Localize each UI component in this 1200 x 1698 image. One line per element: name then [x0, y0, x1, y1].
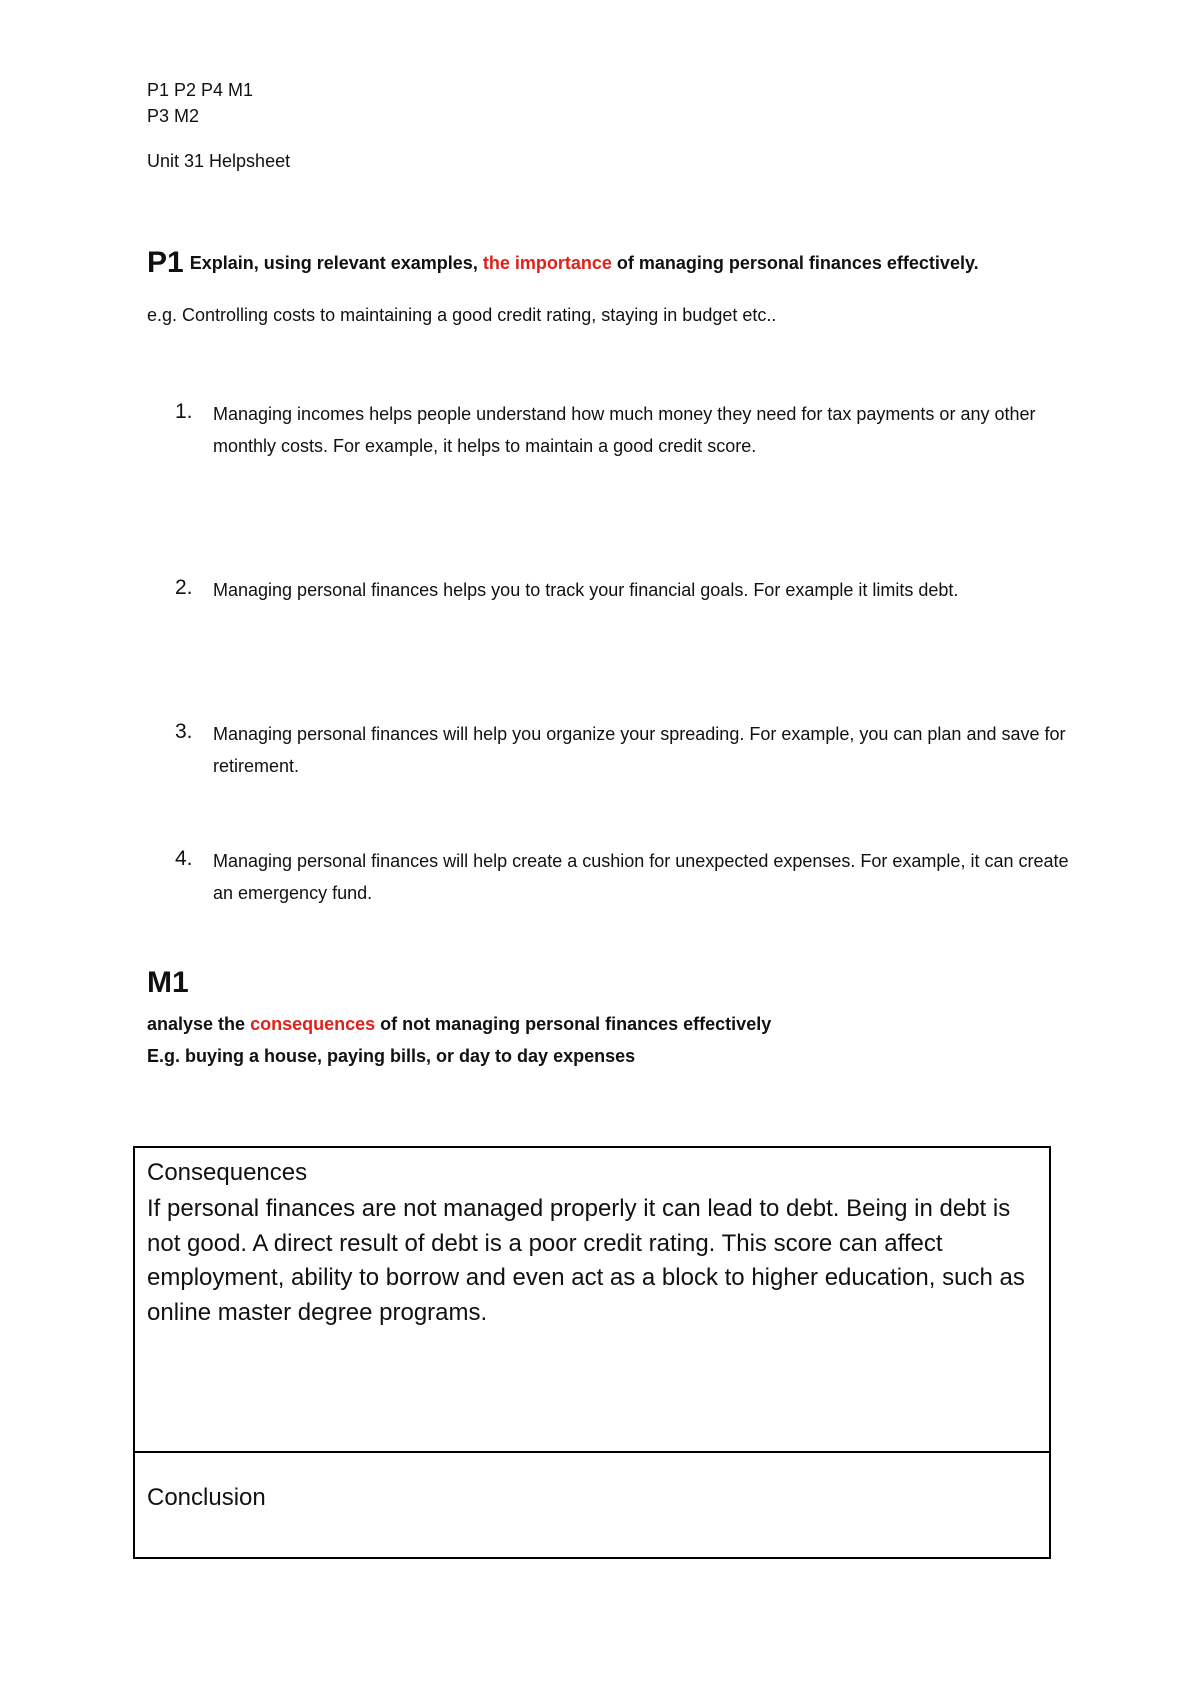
p1-instruction-before: Explain, using relevant examples, [189, 253, 483, 273]
m1-instruction [147, 1008, 771, 1072]
p1-label: P1 [147, 246, 184, 279]
m1-example: E.g. buying a house, paying bills, or day to day expenses [147, 1046, 636, 1066]
consequences-cell [133, 1146, 1051, 1453]
p1-instruction-highlight: the importance [482, 253, 612, 273]
list-item-text: Managing incomes helps people understand how much money they need for tax payments or any other monthly costs. For example, it helps to maintain a good credit score. [213, 404, 1036, 456]
consequences-text: If personal finances are not managed properly it can lead to debt. Being in debt is not good. A direct result of debt is a poor credit rating. This score can affect employment, ability to borrow and even act as a block to higher education, such as online master degree programs. [147, 1195, 1025, 1326]
list-item-text: Managing personal finances will help you organize your spreading. For example, you can plan and save for retirement. [213, 724, 1066, 776]
conclusion-cell [133, 1451, 1051, 1559]
p1-example: e.g. Controlling costs to maintaining a good credit rating, staying in budget etc.. [147, 305, 777, 325]
header-code-line-1: P1 P2 P4 M1 [147, 80, 254, 100]
list-item-number: 4. [175, 847, 193, 870]
header-code-line-2: P3 M2 [147, 106, 200, 126]
conclusion-title: Conclusion [147, 1484, 266, 1511]
p1-instruction [147, 246, 979, 280]
document-title: Unit 31 Helpsheet [147, 151, 291, 171]
p1-instruction-after: of managing personal finances effectively. [611, 253, 979, 273]
list-item-number: 3. [175, 720, 193, 743]
list-item-number: 1. [175, 400, 193, 423]
list-item-number: 2. [175, 576, 193, 599]
m1-instruction-before: analyse the [147, 1014, 251, 1034]
m1-instruction-after: of not managing personal finances effectively [375, 1014, 772, 1034]
consequences-title: Consequences [147, 1159, 308, 1186]
list-item-text: Managing personal finances helps you to track your financial goals. For example it limits debt. [213, 580, 959, 600]
m1-instruction-highlight: consequences [250, 1014, 376, 1034]
m1-instruction-line [147, 1008, 771, 1040]
list-item-text: Managing personal finances will help create a cushion for unexpected expenses. For example, it can create an emergency fund. [213, 851, 1069, 903]
m1-label: M1 [147, 966, 189, 999]
